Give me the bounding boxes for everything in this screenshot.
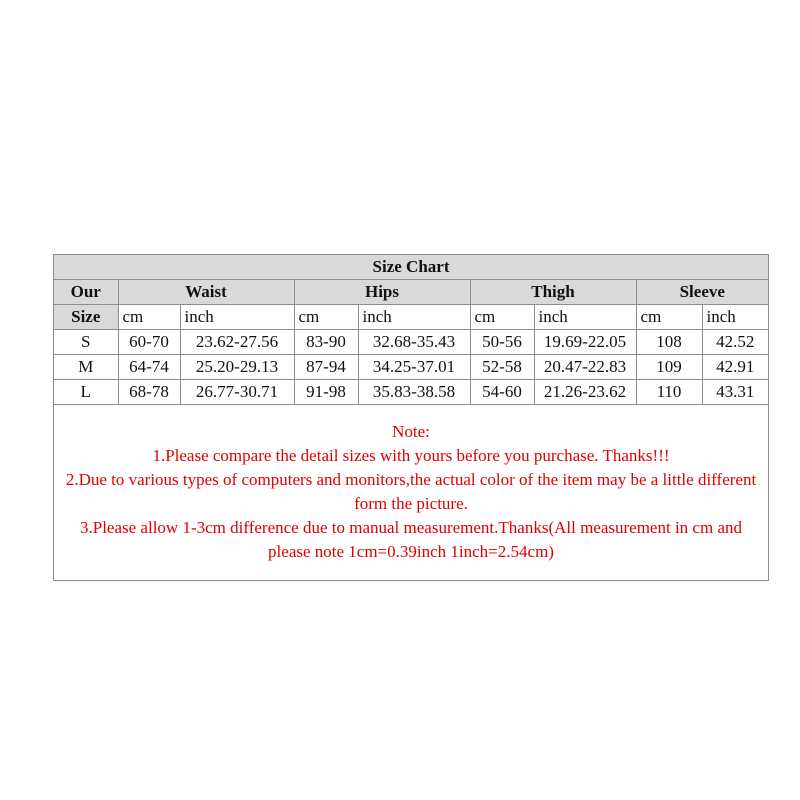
table-cell: 54-60 [470, 380, 534, 405]
thigh-header: Thigh [470, 280, 636, 305]
table-cell: 42.52 [702, 330, 768, 355]
table-cell: 21.26-23.62 [534, 380, 636, 405]
size-chart [53, 254, 769, 581]
unit-cell: inch [180, 305, 294, 330]
table-cell: 68-78 [118, 380, 180, 405]
table-cell: 60-70 [118, 330, 180, 355]
table-cell: 43.31 [702, 380, 768, 405]
table-cell: 109 [636, 355, 702, 380]
unit-cell: cm [118, 305, 180, 330]
chart-title: Size Chart [54, 255, 768, 280]
unit-cell: inch [534, 305, 636, 330]
table-cell: 108 [636, 330, 702, 355]
note-heading: Note: [392, 422, 430, 441]
size-cell: S [54, 330, 118, 355]
table-cell: 110 [636, 380, 702, 405]
table-cell: 19.69-22.05 [534, 330, 636, 355]
waist-header: Waist [118, 280, 294, 305]
our-size-label-bottom: Size [54, 305, 118, 330]
size-table [54, 255, 768, 405]
table-cell: 32.68-35.43 [358, 330, 470, 355]
table-cell: 34.25-37.01 [358, 355, 470, 380]
unit-cell: cm [636, 305, 702, 330]
table-cell: 64-74 [118, 355, 180, 380]
table-cell: 52-58 [470, 355, 534, 380]
unit-cell: inch [358, 305, 470, 330]
table-cell: 50-56 [470, 330, 534, 355]
table-cell: 35.83-38.58 [358, 380, 470, 405]
size-cell: M [54, 355, 118, 380]
table-cell: 91-98 [294, 380, 358, 405]
note-line-3: 3.Please allow 1-3cm difference due to manual measurement.Thanks(All measurement in cm and please note 1cm=0.39inch 1inch=2.54cm) [80, 518, 742, 561]
note-section [54, 405, 768, 564]
table-row [54, 380, 768, 405]
sleeve-header: Sleeve [636, 280, 768, 305]
our-size-label-top: Our [54, 280, 118, 305]
hips-header: Hips [294, 280, 470, 305]
table-cell: 87-94 [294, 355, 358, 380]
table-row [54, 330, 768, 355]
unit-cell: cm [470, 305, 534, 330]
unit-cell: inch [702, 305, 768, 330]
size-cell: L [54, 380, 118, 405]
table-cell: 42.91 [702, 355, 768, 380]
table-cell: 83-90 [294, 330, 358, 355]
table-cell: 25.20-29.13 [180, 355, 294, 380]
unit-cell: cm [294, 305, 358, 330]
table-cell: 23.62-27.56 [180, 330, 294, 355]
table-cell: 20.47-22.83 [534, 355, 636, 380]
table-cell: 26.77-30.71 [180, 380, 294, 405]
note-line-2: 2.Due to various types of computers and monitors,the actual color of the item may be a little different form the picture. [65, 470, 757, 513]
table-row [54, 355, 768, 380]
note-line-1: 1.Please compare the detail sizes with yours before you purchase. Thanks!!! [152, 446, 670, 465]
